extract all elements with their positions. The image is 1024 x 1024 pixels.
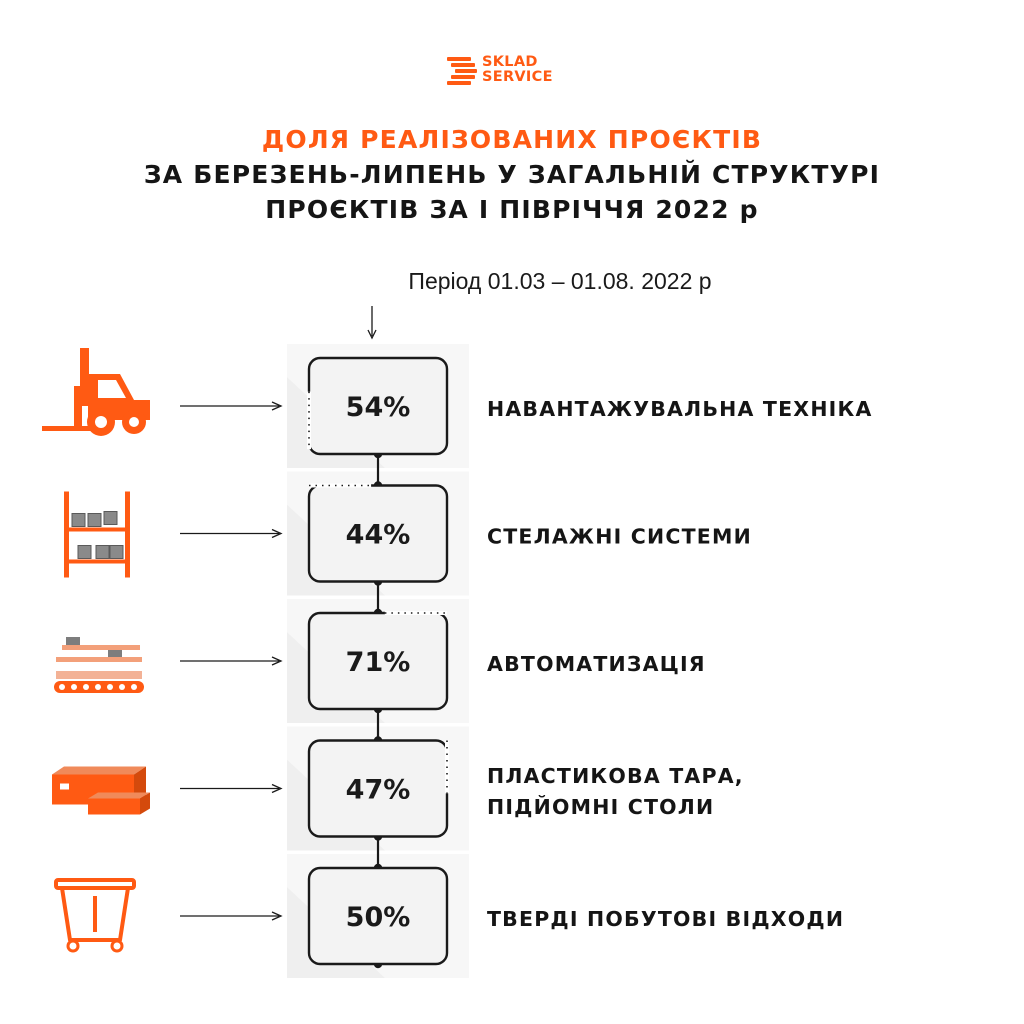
row-arrow bbox=[180, 657, 281, 665]
title-line3: ПРОЄКТІВ ЗА І ПІВРІЧЧЯ 2022 р bbox=[265, 195, 759, 224]
value-label: 54% bbox=[345, 392, 411, 423]
category-label: ПЛАСТИКОВА ТАРА, bbox=[487, 764, 744, 788]
period-label: Період 01.03 – 01.08. 2022 р bbox=[408, 268, 712, 294]
waste-bin-icon bbox=[56, 880, 134, 951]
row-arrow bbox=[180, 785, 281, 793]
value-box bbox=[309, 486, 447, 582]
brand-name-line1: SKLAD bbox=[482, 54, 538, 70]
value-label: 44% bbox=[345, 519, 411, 551]
category-label: АВТОМАТИЗАЦІЯ bbox=[487, 652, 706, 676]
shelving-icon bbox=[64, 492, 130, 578]
value-box bbox=[309, 613, 447, 709]
connector bbox=[374, 832, 382, 872]
connector bbox=[374, 450, 382, 490]
value-label: 71% bbox=[345, 647, 411, 678]
category-label: ПІДЙОМНІ СТОЛИ bbox=[487, 795, 715, 819]
connector bbox=[374, 577, 382, 617]
value-label: 50% bbox=[345, 902, 411, 933]
value-label: 47% bbox=[345, 774, 411, 806]
value-box bbox=[309, 741, 447, 837]
title-line1: ДОЛЯ РЕАЛІЗОВАНИХ ПРОЄКТІВ bbox=[261, 125, 763, 154]
row-arrow bbox=[180, 402, 281, 410]
conveyor-icon bbox=[54, 637, 144, 693]
brand-name-line2: SERVICE bbox=[482, 68, 553, 85]
title-line2: ЗА БЕРЕЗЕНЬ-ЛИПЕНЬ У ЗАГАЛЬНІЙ СТРУКТУРІ bbox=[143, 160, 881, 189]
value-box bbox=[309, 358, 447, 454]
value-box bbox=[309, 868, 447, 964]
category-label: НАВАНТАЖУВАЛЬНА ТЕХНІКА bbox=[487, 397, 873, 421]
category-label: СТЕЛАЖНІ СИСТЕМИ bbox=[487, 524, 752, 549]
period-arrow bbox=[368, 306, 376, 338]
row-arrow bbox=[180, 530, 281, 538]
plastic-crate-icon bbox=[52, 767, 150, 815]
forklift-icon bbox=[42, 348, 150, 436]
category-label: ТВЕРДІ ПОБУТОВІ ВІДХОДИ bbox=[487, 907, 845, 931]
connector bbox=[374, 705, 382, 745]
row-arrow bbox=[180, 912, 281, 920]
